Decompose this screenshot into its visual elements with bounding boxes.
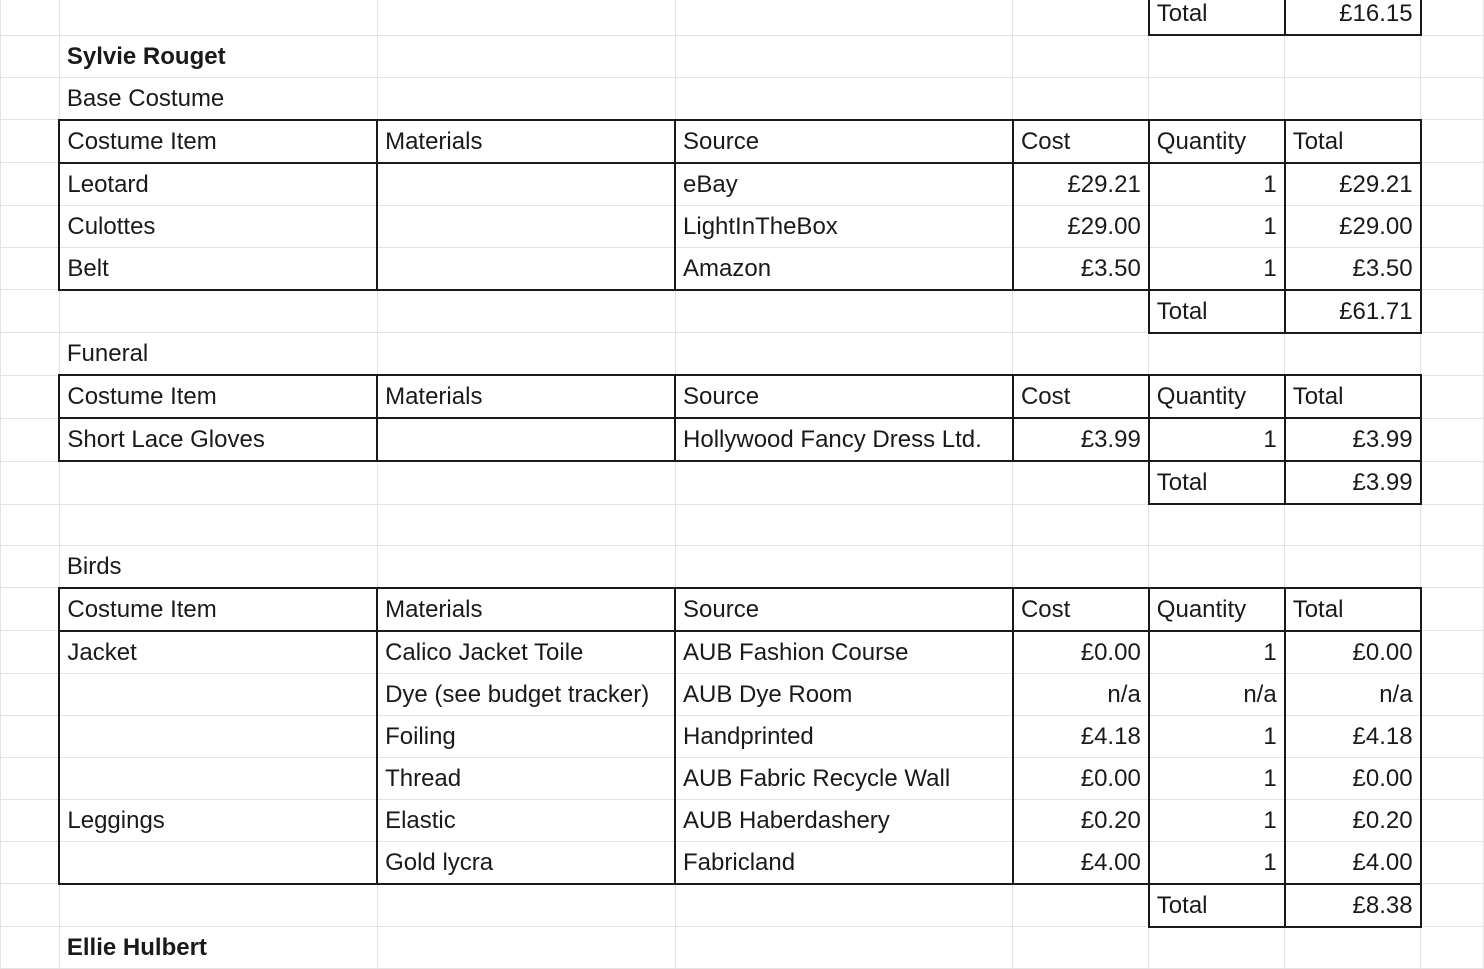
empty-cell[interactable]	[377, 927, 675, 969]
total-cell[interactable]: n/a	[1285, 673, 1421, 715]
empty-cell[interactable]	[1421, 247, 1484, 290]
source-cell[interactable]: Amazon	[675, 247, 1013, 290]
empty-cell[interactable]	[1, 0, 60, 35]
empty-cell[interactable]	[1285, 927, 1421, 969]
empty-cell[interactable]	[1, 418, 60, 461]
materials-cell[interactable]: Foiling	[377, 715, 675, 757]
total-label-cell[interactable]: Total	[1149, 461, 1285, 504]
empty-cell[interactable]	[1149, 545, 1285, 588]
empty-cell[interactable]	[1421, 715, 1484, 757]
empty-cell[interactable]	[1, 757, 60, 799]
empty-cell[interactable]	[1421, 205, 1484, 247]
item-cell[interactable]	[59, 673, 377, 715]
empty-cell[interactable]	[1421, 545, 1484, 588]
empty-cell[interactable]	[377, 884, 675, 927]
person-name-cell[interactable]: Sylvie Rouget	[59, 35, 377, 77]
materials-cell[interactable]: Dye (see budget tracker)	[377, 673, 675, 715]
empty-cell[interactable]	[1013, 35, 1149, 77]
column-header[interactable]: Source	[675, 588, 1013, 631]
empty-cell[interactable]	[675, 333, 1013, 376]
total-cell[interactable]: £0.00	[1285, 757, 1421, 799]
empty-cell[interactable]	[59, 461, 377, 504]
quantity-cell[interactable]: 1	[1149, 715, 1285, 757]
empty-cell[interactable]	[1013, 0, 1149, 35]
empty-cell[interactable]	[1421, 927, 1484, 969]
column-header[interactable]: Quantity	[1149, 588, 1285, 631]
empty-cell[interactable]	[1421, 461, 1484, 504]
total-value-cell[interactable]: £8.38	[1285, 884, 1421, 927]
empty-cell[interactable]	[1, 77, 60, 120]
empty-cell[interactable]	[1421, 163, 1484, 206]
empty-cell[interactable]	[1421, 35, 1484, 77]
empty-cell[interactable]	[1, 247, 60, 290]
total-cell[interactable]: £0.00	[1285, 631, 1421, 674]
cost-cell[interactable]: £0.20	[1013, 799, 1149, 841]
empty-cell[interactable]	[1285, 77, 1421, 120]
empty-cell[interactable]	[1, 290, 60, 333]
total-label-cell[interactable]: Total	[1149, 884, 1285, 927]
empty-cell[interactable]	[1149, 504, 1285, 545]
empty-cell[interactable]	[59, 504, 377, 545]
total-label-cell[interactable]: Total	[1149, 290, 1285, 333]
empty-cell[interactable]	[377, 77, 675, 120]
empty-cell[interactable]	[1421, 290, 1484, 333]
quantity-cell[interactable]: n/a	[1149, 673, 1285, 715]
cost-cell[interactable]: £29.00	[1013, 205, 1149, 247]
quantity-cell[interactable]: 1	[1149, 418, 1285, 461]
empty-cell[interactable]	[675, 77, 1013, 120]
item-cell[interactable]: Belt	[59, 247, 377, 290]
empty-cell[interactable]	[675, 461, 1013, 504]
item-cell[interactable]	[59, 715, 377, 757]
table-row	[1, 799, 1484, 841]
empty-cell[interactable]	[1, 504, 60, 545]
table-header-row	[1, 375, 1484, 418]
empty-cell[interactable]	[1, 163, 60, 206]
empty-cell[interactable]	[675, 0, 1013, 35]
section-title	[1, 77, 1484, 120]
empty-cell[interactable]	[675, 927, 1013, 969]
source-cell[interactable]: AUB Haberdashery	[675, 799, 1013, 841]
materials-cell[interactable]: Thread	[377, 757, 675, 799]
empty-cell[interactable]	[675, 545, 1013, 588]
quantity-cell[interactable]: 1	[1149, 163, 1285, 206]
section-total-row	[1, 884, 1484, 927]
source-cell[interactable]: Hollywood Fancy Dress Ltd.	[675, 418, 1013, 461]
empty-cell[interactable]	[1285, 504, 1421, 545]
section-total-row	[1, 461, 1484, 504]
empty-cell[interactable]	[1013, 461, 1149, 504]
column-header[interactable]: Total	[1285, 375, 1421, 418]
previous-total-row	[1, 0, 1484, 35]
empty-cell[interactable]	[59, 884, 377, 927]
column-header[interactable]: Quantity	[1149, 375, 1285, 418]
materials-cell[interactable]	[377, 205, 675, 247]
empty-cell[interactable]	[1149, 35, 1285, 77]
column-header[interactable]: Costume Item	[59, 120, 377, 163]
table-row	[1, 631, 1484, 674]
empty-cell[interactable]	[377, 545, 675, 588]
cost-cell[interactable]: £0.00	[1013, 757, 1149, 799]
total-cell[interactable]: £29.00	[1285, 205, 1421, 247]
empty-cell[interactable]	[377, 290, 675, 333]
column-header[interactable]: Materials	[377, 588, 675, 631]
item-cell[interactable]: Culottes	[59, 205, 377, 247]
source-cell[interactable]: Fabricland	[675, 841, 1013, 884]
column-header[interactable]: Source	[675, 120, 1013, 163]
cost-cell[interactable]: £4.18	[1013, 715, 1149, 757]
cost-cell[interactable]: £4.00	[1013, 841, 1149, 884]
table-row	[1, 205, 1484, 247]
column-header[interactable]: Materials	[377, 120, 675, 163]
column-header[interactable]: Source	[675, 375, 1013, 418]
empty-cell[interactable]	[1, 841, 60, 884]
source-cell[interactable]: AUB Dye Room	[675, 673, 1013, 715]
empty-cell[interactable]	[1, 205, 60, 247]
person-name	[1, 35, 1484, 77]
empty-cell[interactable]	[1421, 375, 1484, 418]
total-label-cell[interactable]: Total	[1149, 0, 1285, 35]
column-header[interactable]: Materials	[377, 375, 675, 418]
empty-cell[interactable]	[675, 884, 1013, 927]
empty-cell[interactable]	[59, 290, 377, 333]
empty-cell[interactable]	[675, 35, 1013, 77]
empty-cell[interactable]	[377, 0, 675, 35]
empty-cell[interactable]	[1, 35, 60, 77]
cost-cell[interactable]: £0.00	[1013, 631, 1149, 674]
empty-cell[interactable]	[1, 631, 60, 674]
next-person-name	[1, 927, 1484, 969]
total-cell[interactable]: £0.20	[1285, 799, 1421, 841]
item-cell[interactable]: Leotard	[59, 163, 377, 206]
materials-cell[interactable]: Calico Jacket Toile	[377, 631, 675, 674]
column-header[interactable]: Cost	[1013, 120, 1149, 163]
quantity-cell[interactable]: 1	[1149, 205, 1285, 247]
empty-cell[interactable]	[1421, 0, 1484, 35]
empty-cell[interactable]	[1421, 588, 1484, 631]
total-value-cell[interactable]: £16.15	[1285, 0, 1421, 35]
empty-cell[interactable]	[1421, 333, 1484, 376]
table-row	[1, 757, 1484, 799]
empty-cell[interactable]	[1421, 120, 1484, 163]
section-title-cell[interactable]: Birds	[59, 545, 377, 588]
empty-cell[interactable]	[1421, 631, 1484, 674]
table-row	[1, 418, 1484, 461]
total-cell[interactable]: £4.00	[1285, 841, 1421, 884]
section-title-cell[interactable]: Base Costume	[59, 77, 377, 120]
materials-cell[interactable]: Gold lycra	[377, 841, 675, 884]
quantity-cell[interactable]: 1	[1149, 247, 1285, 290]
total-cell[interactable]: £29.21	[1285, 163, 1421, 206]
section-title	[1, 545, 1484, 588]
total-cell[interactable]: £3.50	[1285, 247, 1421, 290]
materials-cell[interactable]	[377, 247, 675, 290]
cost-cell[interactable]: £29.21	[1013, 163, 1149, 206]
empty-cell[interactable]	[1, 333, 60, 376]
empty-cell[interactable]	[1421, 673, 1484, 715]
empty-cell[interactable]	[1, 673, 60, 715]
table-row	[1, 715, 1484, 757]
cost-cell[interactable]: n/a	[1013, 673, 1149, 715]
quantity-cell[interactable]: 1	[1149, 799, 1285, 841]
table-row	[1, 673, 1484, 715]
empty-cell[interactable]	[377, 461, 675, 504]
quantity-cell[interactable]: 1	[1149, 631, 1285, 674]
empty-cell[interactable]	[377, 35, 675, 77]
section-title	[1, 333, 1484, 376]
materials-cell[interactable]	[377, 163, 675, 206]
quantity-cell[interactable]: 1	[1149, 757, 1285, 799]
next-person-name-cell[interactable]: Ellie Hulbert	[59, 927, 377, 969]
total-cell[interactable]: £3.99	[1285, 418, 1421, 461]
table-row	[1, 163, 1484, 206]
total-cell[interactable]: £4.18	[1285, 715, 1421, 757]
empty-cell[interactable]	[1, 715, 60, 757]
section-total-row	[1, 290, 1484, 333]
empty-cell[interactable]	[675, 504, 1013, 545]
empty-cell[interactable]	[1421, 841, 1484, 884]
empty-cell[interactable]	[377, 333, 675, 376]
empty-cell[interactable]	[1149, 77, 1285, 120]
empty-cell[interactable]	[1013, 333, 1149, 376]
empty-cell[interactable]	[1013, 290, 1149, 333]
column-header[interactable]: Total	[1285, 588, 1421, 631]
spacer-row	[1, 504, 1484, 545]
column-header[interactable]: Quantity	[1149, 120, 1285, 163]
total-value-cell[interactable]: £3.99	[1285, 461, 1421, 504]
total-value-cell[interactable]: £61.71	[1285, 290, 1421, 333]
column-header[interactable]: Total	[1285, 120, 1421, 163]
empty-cell[interactable]	[1421, 757, 1484, 799]
item-cell[interactable]: Jacket	[59, 631, 377, 674]
source-cell[interactable]: Handprinted	[675, 715, 1013, 757]
empty-cell[interactable]	[1285, 545, 1421, 588]
materials-cell[interactable]: Elastic	[377, 799, 675, 841]
empty-cell[interactable]	[1, 545, 60, 588]
empty-cell[interactable]	[1, 799, 60, 841]
empty-cell[interactable]	[1013, 927, 1149, 969]
materials-cell[interactable]	[377, 418, 675, 461]
item-cell[interactable]: Leggings	[59, 799, 377, 841]
empty-cell[interactable]	[1013, 884, 1149, 927]
source-cell[interactable]: AUB Fabric Recycle Wall	[675, 757, 1013, 799]
column-header[interactable]: Cost	[1013, 375, 1149, 418]
empty-cell[interactable]	[1, 927, 60, 969]
empty-cell[interactable]	[1, 588, 60, 631]
empty-cell[interactable]	[1421, 504, 1484, 545]
empty-cell[interactable]	[675, 290, 1013, 333]
cost-cell[interactable]: £3.99	[1013, 418, 1149, 461]
table-row	[1, 841, 1484, 884]
section-title-cell[interactable]: Funeral	[59, 333, 377, 376]
source-cell[interactable]: eBay	[675, 163, 1013, 206]
cost-cell[interactable]: £3.50	[1013, 247, 1149, 290]
source-cell[interactable]: LightInTheBox	[675, 205, 1013, 247]
column-header[interactable]: Costume Item	[59, 375, 377, 418]
empty-cell[interactable]	[1421, 799, 1484, 841]
quantity-cell[interactable]: 1	[1149, 841, 1285, 884]
empty-cell[interactable]	[1285, 333, 1421, 376]
table-header-row	[1, 120, 1484, 163]
empty-cell[interactable]	[1149, 333, 1285, 376]
column-header[interactable]: Cost	[1013, 588, 1149, 631]
item-cell[interactable]: Short Lace Gloves	[59, 418, 377, 461]
empty-cell[interactable]	[1, 120, 60, 163]
empty-cell[interactable]	[1, 375, 60, 418]
empty-cell[interactable]	[1, 884, 60, 927]
item-cell[interactable]	[59, 757, 377, 799]
table-header-row	[1, 588, 1484, 631]
empty-cell[interactable]	[377, 504, 675, 545]
empty-cell[interactable]	[1149, 927, 1285, 969]
empty-cell[interactable]	[1, 461, 60, 504]
empty-cell[interactable]	[1421, 884, 1484, 927]
empty-cell[interactable]	[1421, 418, 1484, 461]
empty-cell[interactable]	[1013, 504, 1149, 545]
empty-cell[interactable]	[1285, 35, 1421, 77]
empty-cell[interactable]	[1013, 77, 1149, 120]
table-row	[1, 247, 1484, 290]
empty-cell[interactable]	[59, 0, 377, 35]
empty-cell[interactable]	[1421, 77, 1484, 120]
item-cell[interactable]	[59, 841, 377, 884]
empty-cell[interactable]	[1013, 545, 1149, 588]
source-cell[interactable]: AUB Fashion Course	[675, 631, 1013, 674]
column-header[interactable]: Costume Item	[59, 588, 377, 631]
